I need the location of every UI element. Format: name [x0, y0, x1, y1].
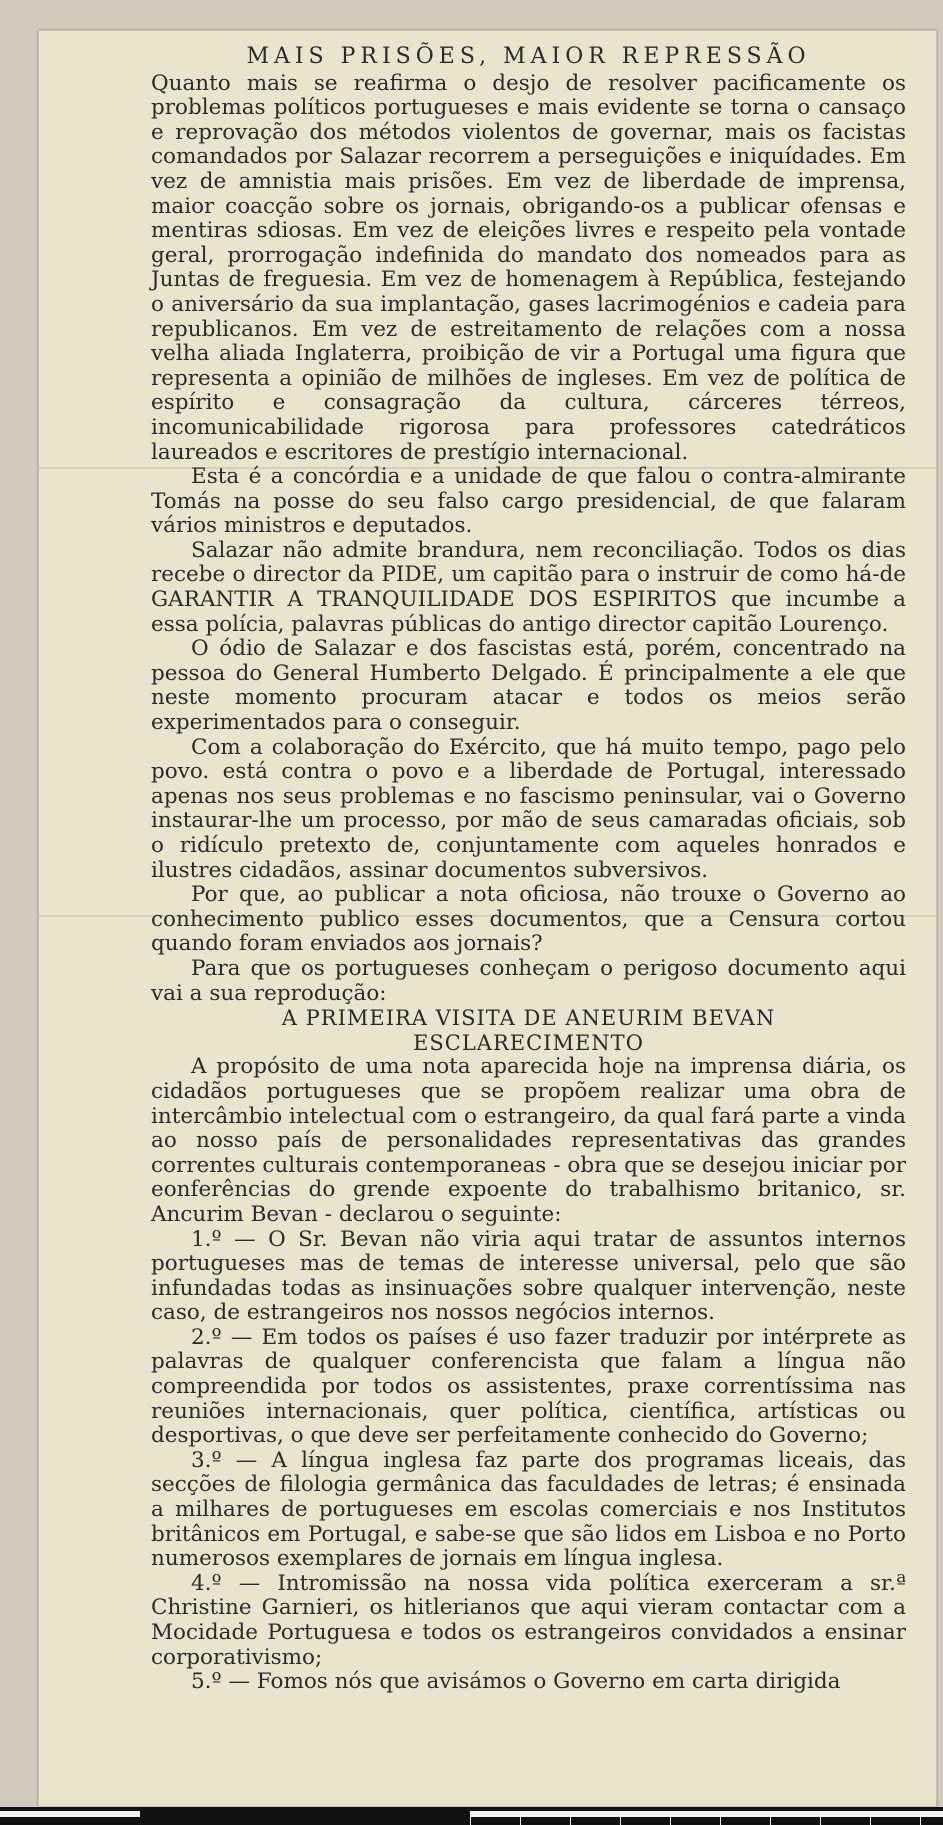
- numbered-item: 5.º — Fomos nós que avisámos o Governo em carta dirigida: [191, 1669, 841, 1695]
- document-title: MAIS PRISÕES, MAIOR REPRESSÃO: [246, 44, 811, 69]
- leaflet-page: [38, 30, 937, 1807]
- section-title: A PRIMEIRA VISITA DE ANEURIM BEVAN: [281, 1006, 776, 1031]
- scan-scale-bar: [0, 1807, 943, 1825]
- numbered-item: 3.º — A língua inglesa faz parte dos programas liceais, das secções de filologia germânica das faculdades de letras; é ensinada a milhares de portugueses em escolas comerciais e nos Institutos britânicos em Portugal, e sabe-se que são lidos em Lisboa e no Porto numerosos exemplares de jornais em língua inglesa.: [151, 1447, 906, 1572]
- scale-tick: [920, 1815, 921, 1825]
- paragraph: Esta é a concórdia e a unidade de que falou o contra-almirante Tomás na posse do seu falso cargo presidencial, de que falaram vários ministros e deputados.: [151, 464, 906, 539]
- paragraph: Com a colaboração do Exército, que há muito tempo, pago pelo povo. está contra o povo e a liberdade de Portugal, interessado apenas nos seus problemas e no fascismo peninsular, vai o Governo instaurar-lhe um processo, por mão de seus camaradas oficiais, sob o ridículo pretexto de, conjuntamente com aqueles honrados e ilustres cidadãos, assinar documentos subversivos.: [151, 734, 906, 883]
- paragraph: Salazar não admite brandura, nem reconciliação. Todos os dias recebe o director da PIDE, um capitão para o instruir de como há-de GARANTIR A TRANQUILIDADE DOS ESPIRITOS que incumbe a essa polícia, palavras públicas do antigo director capitão Lourenço.: [151, 537, 906, 637]
- scale-tick: [720, 1815, 721, 1825]
- numbered-item: 4.º — Intromissão na nossa vida política exerceram a sr.ª Christine Garnieri, os hitlerianos que aqui vieram contactar com a Mocidade Portuguesa e todos os estrangeiros convidados a ensinar corporativismo;: [151, 1570, 906, 1670]
- leaflet-text: [151, 41, 906, 1695]
- scale-segment: [0, 1811, 140, 1817]
- paragraph: O ódio de Salazar e dos fascistas está, porém, concentrado na pessoa do General Humberto Delgado. É principalmente a ele que neste momento procuram atacar e todos os meios serão experimentados para o conseguir.: [151, 636, 906, 736]
- section-subtitle: ESCLARECIMENTO: [413, 1030, 644, 1055]
- section-intro: A propósito de uma nota aparecida hoje na imprensa diária, os cidadãos portugueses que se propõem realizar uma obra de intercâmbio intelectual com o estrangeiro, da qual fará parte a vinda ao nosso país de personalidades representativas das grandes correntes culturais contemporaneas - obra que se desejou iniciar por eonferências do grende expoente do trabalhismo britanico, sr. Ancurim Bevan - declarou o seguinte:: [151, 1054, 906, 1227]
- scale-segment: [470, 1811, 943, 1817]
- numbered-item: 2.º — Em todos os países é uso fazer traduzir por intérprete as palavras de qualquer conferencista que falam a língua não compreendida por todos os assistentes, praxe correntíssima nas reuniões internacionais, quer política, científica, artísticas ou desportivas, o que deve ser perfeitamente conhecido do Governo;: [151, 1324, 906, 1449]
- scale-tick: [570, 1815, 571, 1825]
- paragraph: Para que os portugueses conheçam o perigoso documento aqui vai a sua reprodução:: [151, 955, 906, 1006]
- paragraph: Por que, ao publicar a nota oficiosa, não trouxe o Governo ao conhecimento publico esses documentos, que a Censura cortou quando foram enviados aos jornais?: [151, 882, 906, 957]
- paragraph: Quanto mais se reafirma o desjo de resolver pacificamente os problemas políticos portugueses e mais evidente se torna o cansaço e reprovação dos métodos violentos de governar, mais os facistas comandados por Salazar recorrem a perseguições e iniquídades. Em vez de amnistia mais prisões. Em vez de liberdade de imprensa, maior coacção sobre os jornais, obrigando-os a publicar ofensas e mentiras sdiosas. Em vez de eleições livres e respeito pela vontade geral, prorrogação indefinida do mandato dos nomeados para as Juntas de freguesia. Em vez de homenagem à República, festejando o aniversário da sua implantação, gases lacrimogénios e cadeia para republicanos. Em vez de estreitamento de relações com a nossa velha aliada Inglaterra, proibição de vir a Portugal uma figura que representa a opinião de milhões de ingleses. Em vez de política de espírito e consagração da cultura, cárceres térreos, incomunicabilidade rigorosa para professores catedráticos laureados e escritores de prestígio internacional.: [151, 70, 906, 465]
- scale-tick: [520, 1815, 521, 1825]
- scale-tick: [470, 1815, 471, 1825]
- scale-tick: [770, 1815, 771, 1825]
- scale-tick: [820, 1815, 821, 1825]
- scale-tick: [620, 1815, 621, 1825]
- numbered-item: 1.º — O Sr. Bevan não viria aqui tratar de assuntos internos portugueses mas de temas de interesse universal, pelo que são infundadas todas as insinuações sobre qualquer intervenção, neste caso, de estrangeiros nos nossos negócios internos.: [151, 1226, 906, 1326]
- scale-tick: [870, 1815, 871, 1825]
- scale-tick: [670, 1815, 671, 1825]
